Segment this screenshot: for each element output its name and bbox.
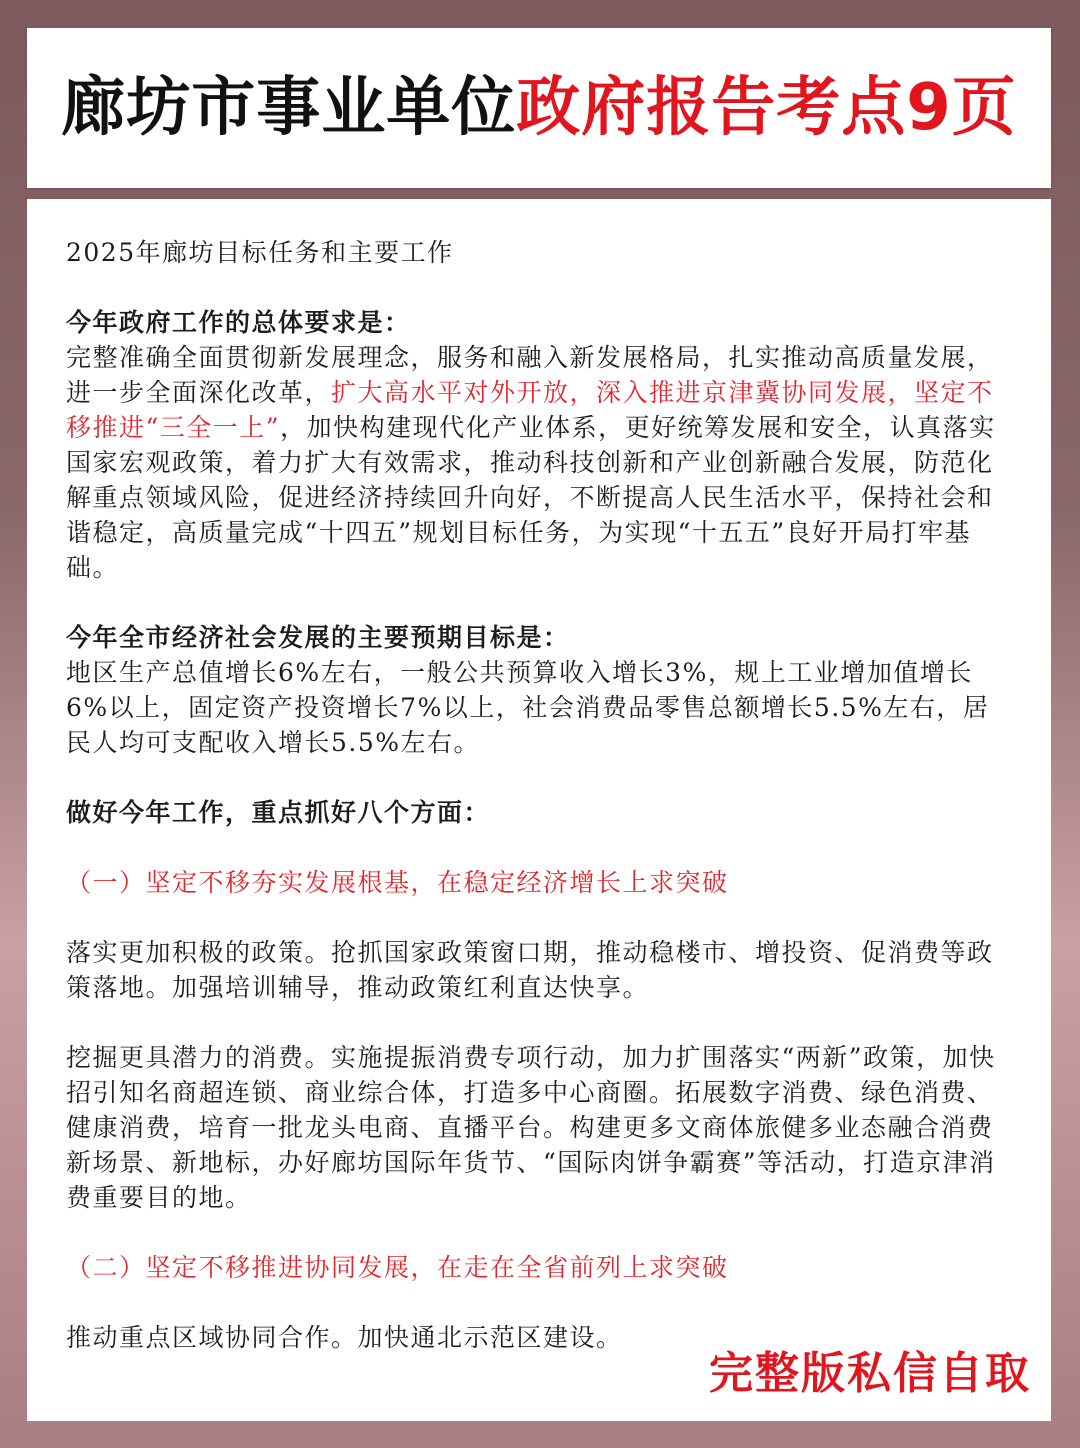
item-2-paragraph-1: 推动重点区域协同合作。加快通北示范区建设。 — [66, 1323, 623, 1352]
title-part-red: 政府报告考点9页 — [516, 71, 1017, 145]
cta-text: 完整版私信自取 — [709, 1348, 1031, 1399]
title-part-black: 廊坊市事业单位 — [61, 71, 517, 145]
header-banner — [27, 28, 1051, 188]
document-title: 2025年廊坊目标任务和主要工作 — [66, 238, 454, 267]
item-heading-1: （一）坚定不移夯实发展根基，在稳定经济增长上求突破 — [66, 868, 729, 897]
item-1-paragraph-2: 挖掘更具潜力的消费。实施提振消费专项行动，加力扩围落实“两新”政策，加快招引知名商超连锁、商业综合体，打造多中心商圈。拓展数字消费、绿色消费、健康消费，培育一批龙头电商、直播平台。构建更多文商体旅健多业态融合消费新场景、新地标，办好廊坊国际年货节、“国际肉饼争霸赛”等活动，打造京津消费重要目的地。 — [66, 1043, 996, 1212]
item-1-paragraph-1: 落实更加积极的政策。抢抓国家政策窗口期，推动稳楼市、增投资、促消费等政策落地。加强培训辅导，推动政策红利直达快享。 — [66, 938, 994, 1002]
document-body — [66, 235, 1011, 1355]
paragraph-text: ，加快构建现代化产业体系，更好统筹发展和安全，认真落实国家宏观政策，着力扩大有效需求，推动科技创新和产业创新融合发展，防范化解重点领域风险，促进经济持续回升向好，不断提高人民生活水平，保持社会和谐稳定，高质量完成“十四五”规划目标任务，为实现“十五五”良好开局打牢基础。 — [66, 413, 996, 582]
section-paragraph-requirements — [66, 340, 1011, 585]
section-heading-requirements: 今年政府工作的总体要求是： — [66, 308, 411, 337]
paragraph-text: 完整准确全面贯彻新发展理念，服务和融入新发展格局，扎实推动高质量发展，进一步全面深化改革， — [66, 343, 994, 407]
section-heading-targets: 今年全市经济社会发展的主要预期目标是： — [66, 623, 570, 652]
page-title — [61, 71, 1017, 145]
item-heading-2: （二）坚定不移推进协同发展，在走在全省前列上求突破 — [66, 1253, 729, 1282]
section-paragraph-targets: 地区生产总值增长6%左右，一般公共预算收入增长3%，规上工业增加值增长6%以上，固定资产投资增长7%以上，社会消费品零售总额增长5.5%左右，居民人均可支配收入增长5.5%左右。 — [66, 658, 990, 757]
highlighted-text: 扩大高水平对外开放，深入推进京津冀协同发展，坚定不移推进“三全一上” — [66, 378, 994, 442]
document-card — [27, 199, 1051, 1421]
section-heading-eight-aspects: 做好今年工作，重点抓好八个方面： — [66, 798, 491, 827]
